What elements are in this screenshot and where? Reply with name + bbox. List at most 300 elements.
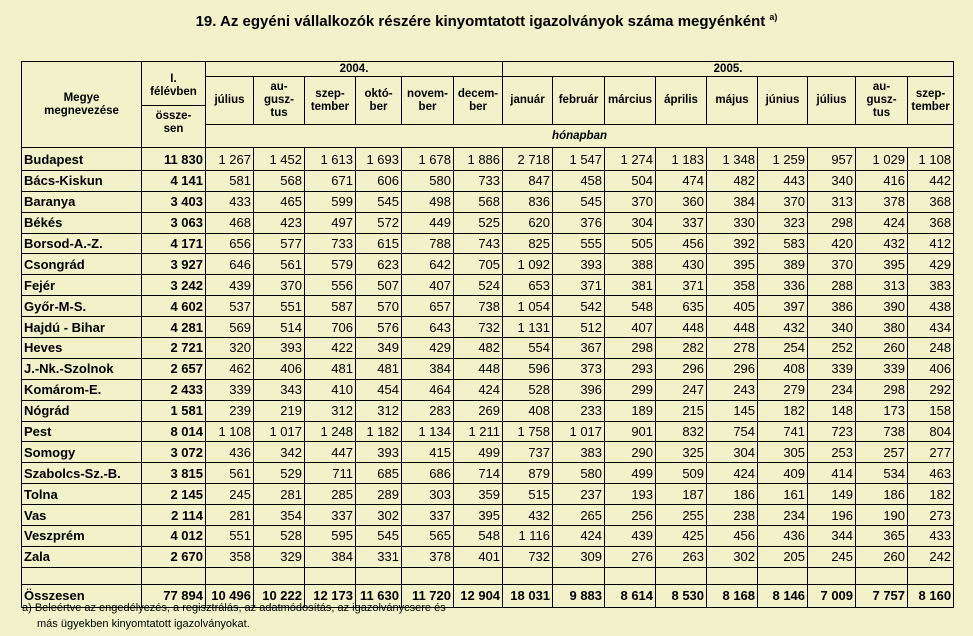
monthly-value: 1 054 bbox=[503, 296, 553, 317]
monthly-value: 365 bbox=[856, 526, 908, 547]
monthly-value: 743 bbox=[454, 233, 503, 254]
monthly-value: 572 bbox=[356, 212, 402, 233]
monthly-value: 395 bbox=[454, 505, 503, 526]
monthly-value: 714 bbox=[454, 463, 503, 484]
monthly-value: 515 bbox=[503, 484, 553, 505]
monthly-value: 847 bbox=[503, 170, 553, 191]
monthly-value: 561 bbox=[254, 254, 305, 275]
monthly-value: 429 bbox=[402, 338, 454, 359]
monthly-value: 1 183 bbox=[656, 148, 707, 171]
monthly-value: 260 bbox=[856, 338, 908, 359]
half-year-total: 4 141 bbox=[142, 170, 206, 191]
table-row bbox=[22, 275, 954, 296]
monthly-value: 599 bbox=[305, 191, 356, 212]
monthly-value: 454 bbox=[356, 379, 402, 400]
table-row bbox=[22, 442, 954, 463]
monthly-value: 273 bbox=[908, 505, 954, 526]
footnote-line: a) Beleértve az engedélyezés, a regisztrálás, az adatmódosítás, az igazolványcsere és bbox=[22, 602, 446, 614]
monthly-value: 370 bbox=[808, 254, 856, 275]
monthly-value: 555 bbox=[553, 233, 605, 254]
total-label: Összesen bbox=[22, 584, 142, 607]
monthly-value: 528 bbox=[254, 526, 305, 547]
monthly-value: 370 bbox=[254, 275, 305, 296]
monthly-value: 304 bbox=[707, 442, 758, 463]
monthly-value: 388 bbox=[605, 254, 656, 275]
monthly-value: 343 bbox=[254, 379, 305, 400]
monthly-value: 788 bbox=[402, 233, 454, 254]
half-year-total: 2 114 bbox=[142, 505, 206, 526]
monthly-value: 215 bbox=[656, 400, 707, 421]
monthly-value: 468 bbox=[206, 212, 254, 233]
monthly-value: 443 bbox=[758, 170, 808, 191]
monthly-value: 732 bbox=[454, 317, 503, 338]
monthly-value: 358 bbox=[707, 275, 758, 296]
monthly-value: 371 bbox=[656, 275, 707, 296]
monthly-value: 378 bbox=[856, 191, 908, 212]
monthly-value: 825 bbox=[503, 233, 553, 254]
monthly-value: 384 bbox=[707, 191, 758, 212]
monthly-value: 380 bbox=[856, 317, 908, 338]
half-year-total: 4 012 bbox=[142, 526, 206, 547]
monthly-value: 255 bbox=[656, 505, 707, 526]
monthly-value: 414 bbox=[808, 463, 856, 484]
monthly-value: 263 bbox=[656, 546, 707, 567]
monthly-value: 182 bbox=[908, 484, 954, 505]
monthly-value: 456 bbox=[656, 233, 707, 254]
monthly-value: 449 bbox=[402, 212, 454, 233]
monthly-value: 190 bbox=[856, 505, 908, 526]
monthly-value: 442 bbox=[908, 170, 954, 191]
monthly-value: 243 bbox=[707, 379, 758, 400]
county-name: Pest bbox=[22, 421, 142, 442]
month-header: szep- tember bbox=[305, 77, 356, 125]
monthly-value: 313 bbox=[856, 275, 908, 296]
monthly-value: 620 bbox=[503, 212, 553, 233]
monthly-value: 901 bbox=[605, 421, 656, 442]
total-value: 11 630 bbox=[356, 584, 402, 607]
total-value: 8 146 bbox=[758, 584, 808, 607]
monthly-value: 548 bbox=[605, 296, 656, 317]
county-name: Nógrád bbox=[22, 400, 142, 421]
monthly-value: 497 bbox=[305, 212, 356, 233]
county-name: Zala bbox=[22, 546, 142, 567]
monthly-value: 412 bbox=[908, 233, 954, 254]
monthly-value: 456 bbox=[707, 526, 758, 547]
monthly-value: 447 bbox=[305, 442, 356, 463]
monthly-value: 433 bbox=[206, 191, 254, 212]
monthly-value: 1 017 bbox=[254, 421, 305, 442]
monthly-value: 429 bbox=[908, 254, 954, 275]
monthly-value: 186 bbox=[856, 484, 908, 505]
monthly-value: 832 bbox=[656, 421, 707, 442]
half-year-total: 11 830 bbox=[142, 148, 206, 171]
monthly-value: 1 267 bbox=[206, 148, 254, 171]
monthly-value: 436 bbox=[206, 442, 254, 463]
half-year-total: 3 063 bbox=[142, 212, 206, 233]
monthly-value: 302 bbox=[707, 546, 758, 567]
monthly-value: 329 bbox=[254, 546, 305, 567]
monthly-value: 462 bbox=[206, 358, 254, 379]
half-year-total: 4 171 bbox=[142, 233, 206, 254]
table-row bbox=[22, 526, 954, 547]
monthly-value: 205 bbox=[758, 546, 808, 567]
half-year-total: 3 242 bbox=[142, 275, 206, 296]
monthly-value: 186 bbox=[707, 484, 758, 505]
month-header: decem- ber bbox=[454, 77, 503, 125]
monthly-value: 1 348 bbox=[707, 148, 758, 171]
month-header: szep- tember bbox=[908, 77, 954, 125]
monthly-value: 340 bbox=[808, 317, 856, 338]
monthly-value: 738 bbox=[856, 421, 908, 442]
unit-header: hónapban bbox=[206, 125, 954, 148]
monthly-value: 395 bbox=[856, 254, 908, 275]
monthly-value: 187 bbox=[656, 484, 707, 505]
monthly-value: 482 bbox=[454, 338, 503, 359]
table-row bbox=[22, 233, 954, 254]
monthly-value: 193 bbox=[605, 484, 656, 505]
monthly-value: 312 bbox=[356, 400, 402, 421]
monthly-value: 706 bbox=[305, 317, 356, 338]
monthly-value: 528 bbox=[503, 379, 553, 400]
monthly-value: 587 bbox=[305, 296, 356, 317]
monthly-value: 653 bbox=[503, 275, 553, 296]
monthly-value: 358 bbox=[206, 546, 254, 567]
monthly-value: 340 bbox=[808, 170, 856, 191]
monthly-value: 370 bbox=[758, 191, 808, 212]
statistics-table bbox=[21, 61, 954, 608]
monthly-value: 439 bbox=[206, 275, 254, 296]
monthly-value: 580 bbox=[553, 463, 605, 484]
monthly-value: 292 bbox=[908, 379, 954, 400]
monthly-value: 615 bbox=[356, 233, 402, 254]
monthly-value: 219 bbox=[254, 400, 305, 421]
half-year-total: 2 721 bbox=[142, 338, 206, 359]
total-value: 12 904 bbox=[454, 584, 503, 607]
monthly-value: 595 bbox=[305, 526, 356, 547]
half-year-total: 4 602 bbox=[142, 296, 206, 317]
monthly-value: 158 bbox=[908, 400, 954, 421]
monthly-value: 1 678 bbox=[402, 148, 454, 171]
monthly-value: 298 bbox=[808, 212, 856, 233]
monthly-value: 514 bbox=[254, 317, 305, 338]
monthly-value: 378 bbox=[402, 546, 454, 567]
half-year-total: 2 670 bbox=[142, 546, 206, 567]
total-value: 18 031 bbox=[503, 584, 553, 607]
monthly-value: 754 bbox=[707, 421, 758, 442]
monthly-value: 1 886 bbox=[454, 148, 503, 171]
monthly-value: 525 bbox=[454, 212, 503, 233]
monthly-value: 474 bbox=[656, 170, 707, 191]
monthly-value: 408 bbox=[758, 358, 808, 379]
monthly-value: 556 bbox=[305, 275, 356, 296]
monthly-value: 551 bbox=[254, 296, 305, 317]
monthly-value: 804 bbox=[908, 421, 954, 442]
monthly-value: 285 bbox=[305, 484, 356, 505]
monthly-value: 432 bbox=[503, 505, 553, 526]
monthly-value: 424 bbox=[553, 526, 605, 547]
monthly-value: 957 bbox=[808, 148, 856, 171]
monthly-value: 189 bbox=[605, 400, 656, 421]
monthly-value: 498 bbox=[402, 191, 454, 212]
monthly-value: 561 bbox=[206, 463, 254, 484]
monthly-value: 482 bbox=[707, 170, 758, 191]
half-year-total: 2 657 bbox=[142, 358, 206, 379]
monthly-value: 424 bbox=[454, 379, 503, 400]
monthly-value: 425 bbox=[656, 526, 707, 547]
monthly-value: 580 bbox=[402, 170, 454, 191]
monthly-value: 281 bbox=[254, 484, 305, 505]
monthly-value: 196 bbox=[808, 505, 856, 526]
monthly-value: 430 bbox=[656, 254, 707, 275]
table-row bbox=[22, 421, 954, 442]
monthly-value: 509 bbox=[656, 463, 707, 484]
monthly-value: 422 bbox=[305, 338, 356, 359]
monthly-value: 245 bbox=[808, 546, 856, 567]
monthly-value: 423 bbox=[254, 212, 305, 233]
year-2004-header: 2004. bbox=[206, 62, 503, 77]
half-year-total: 3 403 bbox=[142, 191, 206, 212]
monthly-value: 289 bbox=[356, 484, 402, 505]
monthly-value: 396 bbox=[553, 379, 605, 400]
monthly-value: 386 bbox=[808, 296, 856, 317]
monthly-value: 463 bbox=[908, 463, 954, 484]
monthly-value: 583 bbox=[758, 233, 808, 254]
total-value: 11 720 bbox=[402, 584, 454, 607]
monthly-value: 504 bbox=[605, 170, 656, 191]
monthly-value: 393 bbox=[553, 254, 605, 275]
monthly-value: 499 bbox=[454, 442, 503, 463]
monthly-value: 323 bbox=[758, 212, 808, 233]
monthly-value: 606 bbox=[356, 170, 402, 191]
monthly-value: 245 bbox=[206, 484, 254, 505]
monthly-value: 448 bbox=[707, 317, 758, 338]
title-footnote-marker: a) bbox=[769, 12, 778, 22]
monthly-value: 1 134 bbox=[402, 421, 454, 442]
half-year-total: 3 072 bbox=[142, 442, 206, 463]
table-row bbox=[22, 170, 954, 191]
monthly-value: 1 108 bbox=[206, 421, 254, 442]
table-row bbox=[22, 191, 954, 212]
monthly-value: 331 bbox=[356, 546, 402, 567]
county-name: Győr-M-S. bbox=[22, 296, 142, 317]
county-name: Budapest bbox=[22, 148, 142, 171]
monthly-value: 657 bbox=[402, 296, 454, 317]
monthly-value: 161 bbox=[758, 484, 808, 505]
spacer-row bbox=[22, 567, 954, 584]
total-value: 8 530 bbox=[656, 584, 707, 607]
half-year-total: 1 581 bbox=[142, 400, 206, 421]
monthly-value: 233 bbox=[553, 400, 605, 421]
half-year-total: 2 433 bbox=[142, 379, 206, 400]
monthly-value: 529 bbox=[254, 463, 305, 484]
total-value: 7 009 bbox=[808, 584, 856, 607]
monthly-value: 1 547 bbox=[553, 148, 605, 171]
monthly-value: 234 bbox=[758, 505, 808, 526]
table-row bbox=[22, 484, 954, 505]
monthly-value: 439 bbox=[605, 526, 656, 547]
monthly-value: 458 bbox=[553, 170, 605, 191]
monthly-value: 253 bbox=[808, 442, 856, 463]
monthly-value: 330 bbox=[707, 212, 758, 233]
monthly-value: 298 bbox=[856, 379, 908, 400]
monthly-value: 337 bbox=[305, 505, 356, 526]
monthly-value: 393 bbox=[254, 338, 305, 359]
footnote bbox=[22, 600, 446, 632]
monthly-value: 282 bbox=[656, 338, 707, 359]
monthly-value: 395 bbox=[707, 254, 758, 275]
monthly-value: 1 131 bbox=[503, 317, 553, 338]
monthly-value: 512 bbox=[553, 317, 605, 338]
monthly-value: 646 bbox=[206, 254, 254, 275]
monthly-value: 2 718 bbox=[503, 148, 553, 171]
monthly-value: 432 bbox=[758, 317, 808, 338]
monthly-value: 434 bbox=[908, 317, 954, 338]
monthly-value: 1 092 bbox=[503, 254, 553, 275]
monthly-value: 260 bbox=[856, 546, 908, 567]
monthly-value: 269 bbox=[454, 400, 503, 421]
monthly-value: 148 bbox=[808, 400, 856, 421]
monthly-value: 723 bbox=[808, 421, 856, 442]
monthly-value: 298 bbox=[605, 338, 656, 359]
monthly-value: 381 bbox=[605, 275, 656, 296]
total-value: 77 894 bbox=[142, 584, 206, 607]
county-name: Baranya bbox=[22, 191, 142, 212]
monthly-value: 304 bbox=[605, 212, 656, 233]
table-row bbox=[22, 463, 954, 484]
total-value: 8 168 bbox=[707, 584, 758, 607]
monthly-value: 576 bbox=[356, 317, 402, 338]
monthly-value: 577 bbox=[254, 233, 305, 254]
table-row bbox=[22, 338, 954, 359]
monthly-value: 879 bbox=[503, 463, 553, 484]
monthly-value: 569 bbox=[206, 317, 254, 338]
month-header: május bbox=[707, 77, 758, 125]
table-header bbox=[22, 62, 954, 148]
county-name: J.-Nk.-Szolnok bbox=[22, 358, 142, 379]
half-year-total: 2 145 bbox=[142, 484, 206, 505]
monthly-value: 325 bbox=[656, 442, 707, 463]
monthly-value: 354 bbox=[254, 505, 305, 526]
monthly-value: 415 bbox=[402, 442, 454, 463]
month-header: február bbox=[553, 77, 605, 125]
monthly-value: 424 bbox=[707, 463, 758, 484]
monthly-value: 376 bbox=[553, 212, 605, 233]
monthly-value: 384 bbox=[305, 546, 356, 567]
monthly-value: 741 bbox=[758, 421, 808, 442]
monthly-value: 242 bbox=[908, 546, 954, 567]
table-row bbox=[22, 379, 954, 400]
half-year-total: 4 281 bbox=[142, 317, 206, 338]
county-name: Veszprém bbox=[22, 526, 142, 547]
monthly-value: 438 bbox=[908, 296, 954, 317]
monthly-value: 309 bbox=[553, 546, 605, 567]
monthly-value: 247 bbox=[656, 379, 707, 400]
month-header: április bbox=[656, 77, 707, 125]
monthly-value: 337 bbox=[402, 505, 454, 526]
total-value: 10 222 bbox=[254, 584, 305, 607]
year-2005-header: 2005. bbox=[503, 62, 954, 77]
monthly-value: 320 bbox=[206, 338, 254, 359]
monthly-value: 296 bbox=[707, 358, 758, 379]
monthly-value: 265 bbox=[553, 505, 605, 526]
month-header: március bbox=[605, 77, 656, 125]
monthly-value: 234 bbox=[808, 379, 856, 400]
monthly-value: 392 bbox=[707, 233, 758, 254]
monthly-value: 499 bbox=[605, 463, 656, 484]
monthly-value: 570 bbox=[356, 296, 402, 317]
monthly-value: 389 bbox=[758, 254, 808, 275]
county-name: Tolna bbox=[22, 484, 142, 505]
monthly-value: 1 452 bbox=[254, 148, 305, 171]
monthly-value: 248 bbox=[908, 338, 954, 359]
county-name: Fejér bbox=[22, 275, 142, 296]
monthly-value: 685 bbox=[356, 463, 402, 484]
monthly-value: 373 bbox=[553, 358, 605, 379]
monthly-value: 173 bbox=[856, 400, 908, 421]
monthly-value: 410 bbox=[305, 379, 356, 400]
monthly-value: 542 bbox=[553, 296, 605, 317]
month-header: októ- ber bbox=[356, 77, 402, 125]
monthly-value: 537 bbox=[206, 296, 254, 317]
monthly-value: 737 bbox=[503, 442, 553, 463]
monthly-value: 623 bbox=[356, 254, 402, 275]
monthly-value: 254 bbox=[758, 338, 808, 359]
county-name: Borsod-A.-Z. bbox=[22, 233, 142, 254]
monthly-value: 237 bbox=[553, 484, 605, 505]
half-year-total: 3 927 bbox=[142, 254, 206, 275]
monthly-value: 1 613 bbox=[305, 148, 356, 171]
table-row bbox=[22, 296, 954, 317]
month-header: július bbox=[206, 77, 254, 125]
monthly-value: 1 116 bbox=[503, 526, 553, 547]
monthly-value: 313 bbox=[808, 191, 856, 212]
monthly-value: 383 bbox=[908, 275, 954, 296]
total-value: 8 614 bbox=[605, 584, 656, 607]
monthly-value: 448 bbox=[656, 317, 707, 338]
monthly-value: 534 bbox=[856, 463, 908, 484]
monthly-value: 1 211 bbox=[454, 421, 503, 442]
monthly-value: 390 bbox=[856, 296, 908, 317]
total-value: 9 883 bbox=[553, 584, 605, 607]
monthly-value: 406 bbox=[254, 358, 305, 379]
monthly-value: 568 bbox=[254, 170, 305, 191]
monthly-value: 1 108 bbox=[908, 148, 954, 171]
monthly-value: 276 bbox=[605, 546, 656, 567]
monthly-value: 1 248 bbox=[305, 421, 356, 442]
table-row bbox=[22, 400, 954, 421]
month-header: június bbox=[758, 77, 808, 125]
month-header: au- gusz- tus bbox=[254, 77, 305, 125]
monthly-value: 368 bbox=[908, 212, 954, 233]
monthly-value: 359 bbox=[454, 484, 503, 505]
monthly-value: 643 bbox=[402, 317, 454, 338]
monthly-value: 1 259 bbox=[758, 148, 808, 171]
county-name: Csongrád bbox=[22, 254, 142, 275]
monthly-value: 252 bbox=[808, 338, 856, 359]
monthly-value: 339 bbox=[206, 379, 254, 400]
table-row bbox=[22, 505, 954, 526]
monthly-value: 671 bbox=[305, 170, 356, 191]
monthly-value: 481 bbox=[305, 358, 356, 379]
monthly-value: 407 bbox=[605, 317, 656, 338]
total-value: 7 757 bbox=[856, 584, 908, 607]
monthly-value: 383 bbox=[553, 442, 605, 463]
monthly-value: 1 017 bbox=[553, 421, 605, 442]
monthly-value: 409 bbox=[758, 463, 808, 484]
monthly-value: 1 274 bbox=[605, 148, 656, 171]
half-year-total: 3 815 bbox=[142, 463, 206, 484]
county-name: Komárom-E. bbox=[22, 379, 142, 400]
